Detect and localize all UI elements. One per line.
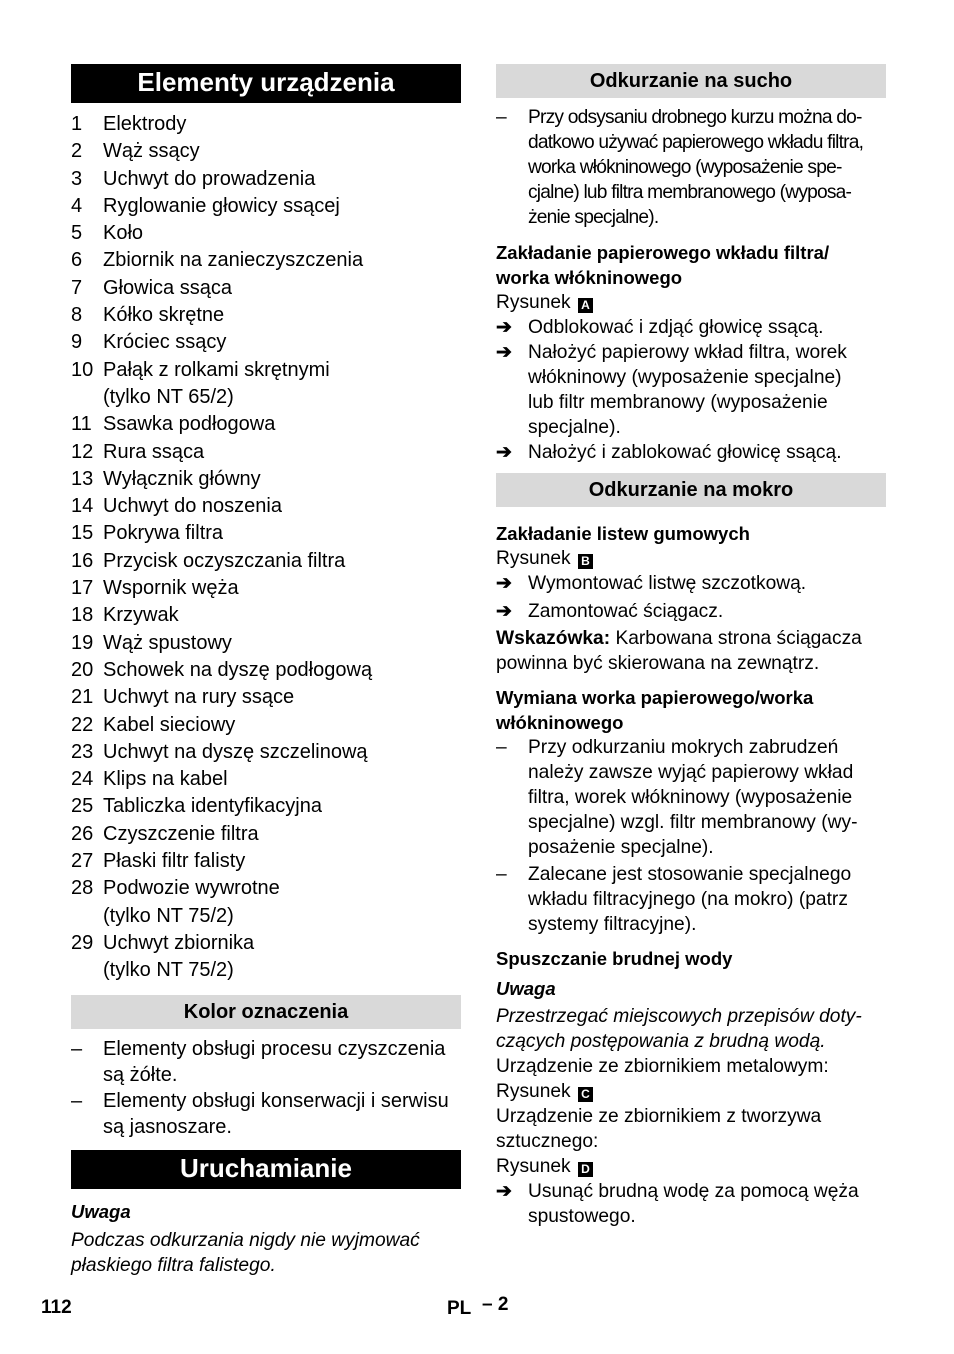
item-number: 8: [71, 304, 83, 327]
item-number: 25: [71, 795, 94, 818]
subheading-bag-replacement: Wymiana worka papierowego/worka włókninowego: [496, 687, 814, 733]
arrow-icon: ➔: [496, 573, 513, 594]
figure-letter-c: C: [578, 1087, 593, 1102]
section-title-startup: Uruchamianie: [71, 1150, 461, 1189]
item-number: 22: [71, 713, 94, 736]
dash-bullet: –: [496, 737, 507, 758]
color-item-2-line2: są jasnoszare.: [103, 1115, 232, 1138]
arrow-icon: ➔: [496, 1181, 513, 1202]
item-text: Kółko skrętne: [103, 304, 225, 327]
figure-letter-d: D: [578, 1162, 593, 1177]
list-item: [71, 439, 461, 466]
section-title-color-coding: Kolor oznaczenia: [71, 995, 461, 1029]
item-text: Wyłącznik główny: [103, 467, 261, 490]
item-number: [71, 384, 103, 411]
step: ➔ Odblokować i zdjąć głowicę ssącą.: [496, 317, 824, 338]
item-text: Podwozie wywrotne: [103, 877, 280, 900]
item-text: (tylko NT 65/2): [103, 385, 234, 408]
note-text: Podczas odkurzania nigdy nie wyjmować płaskiego filtra falistego.: [71, 1229, 420, 1276]
item-text: Pałąk z rolkami skrętnymi: [103, 358, 330, 381]
item-number: 16: [71, 549, 94, 572]
item-number: 23: [71, 740, 94, 763]
item-text: Uchwyt do prowadzenia: [103, 167, 316, 190]
item-number: 5: [71, 222, 83, 245]
color-coding-list: [71, 1036, 461, 1140]
item-text: Ryglowanie głowicy ssącej: [103, 194, 340, 217]
item-number: 18: [71, 604, 94, 627]
item-text: Kabel sieciowy: [103, 713, 236, 736]
dash-bullet: –: [71, 1089, 83, 1112]
figure-ref-a: Rysunek A: [496, 290, 886, 315]
color-item-1-line2: są żółte.: [103, 1063, 178, 1086]
item-number: 10: [71, 358, 94, 381]
list-item: [71, 138, 461, 165]
list-item: [71, 220, 461, 247]
item-text: Uchwyt na rury ssące: [103, 686, 295, 709]
item-number: 19: [71, 631, 94, 654]
dry-note: – Przy odsysaniu drobnego kurzu można do- datkowo używać papierowego wkładu filtra, worka włókninowego (wyposażenie spe- cjalne) lub filtra membranowego (wyposa- żenie specjalne).: [496, 107, 864, 228]
subheading-drain-water: Spuszczanie brudnej wody: [496, 948, 733, 969]
hint-paragraph: Wskazówka: Karbowana strona ściągacza powinna być skierowana na zewnątrz.: [496, 628, 862, 674]
item-number: 9: [71, 331, 83, 354]
item-text: Wspornik węża: [103, 577, 239, 600]
list-item: [71, 602, 461, 629]
item-text: Uchwyt na dyszę szczelinową: [103, 740, 368, 763]
list-item: [71, 111, 461, 138]
list-item: – Zalecane jest stosowanie specjalnego wkładu filtracyjnego (na mokro) (patrz systemy filtracyjne).: [496, 864, 852, 935]
item-number: 26: [71, 822, 94, 845]
list-item: [71, 903, 461, 930]
arrow-icon: ➔: [496, 317, 513, 338]
item-text: Wąż ssący: [103, 140, 200, 163]
item-number: 11: [71, 413, 92, 436]
step: ➔ Zamontować ściągacz.: [496, 601, 724, 622]
list-item: [71, 1088, 461, 1140]
list-item: [71, 247, 461, 274]
list-item: [71, 548, 461, 575]
item-text: Krzywak: [103, 604, 179, 627]
item-number: 4: [71, 194, 83, 217]
item-text: Czyszczenie filtra: [103, 822, 259, 845]
item-number: 20: [71, 658, 94, 681]
hint-label: Wskazówka:: [496, 628, 611, 649]
list-item: [71, 848, 461, 875]
figure-ref-c: Rysunek C: [496, 1079, 886, 1104]
item-text: Klips na kabel: [103, 768, 228, 791]
drain-note-text: Przestrzegać miejscowych przepisów doty- czących postępowania z brudną wodą.: [496, 1006, 862, 1052]
step: ➔ Nałożyć i zablokować głowicę ssącą.: [496, 442, 842, 463]
list-item: [71, 875, 461, 902]
item-number: [71, 903, 103, 930]
note-label: Uwaga: [71, 1200, 131, 1222]
item-number: 15: [71, 522, 94, 545]
item-number: 1: [71, 113, 83, 135]
list-item: [71, 575, 461, 602]
item-text: Głowica ssąca: [103, 276, 232, 299]
item-text: Pokrywa filtra: [103, 522, 224, 545]
item-text: Zbiornik na zanieczyszczenia: [103, 249, 364, 272]
item-text: (tylko NT 75/2): [103, 904, 234, 927]
item-text: Elektrody: [103, 113, 187, 135]
list-item: [71, 630, 461, 657]
item-text: Króciec ssący: [103, 331, 227, 354]
item-text: Uchwyt do noszenia: [103, 495, 282, 518]
step: ➔ Nałożyć papierowy wkład filtra, worek włókninowy (wyposażenie specjalne) lub filtr membranowy (wyposażenie specjalne).: [496, 342, 847, 438]
figure-letter-a: A: [578, 298, 593, 313]
drain-note-label: Uwaga: [496, 978, 556, 999]
list-item: [71, 275, 461, 302]
item-number: 27: [71, 850, 94, 873]
color-item-2-line1: Elementy obsługi konserwacji i serwisu: [103, 1089, 449, 1112]
figure-letter-b: B: [578, 554, 593, 569]
item-text: Przycisk oczyszczania filtra: [103, 549, 346, 572]
item-number: 28: [71, 877, 94, 900]
item-number: 24: [71, 768, 94, 791]
list-item: [71, 357, 461, 384]
section-title-wet-vacuuming: Odkurzanie na mokro: [496, 473, 886, 507]
step: ➔ Wymontować listwę szczotkową.: [496, 573, 807, 594]
item-text: Płaski filtr falisty: [103, 850, 246, 873]
left-column: [71, 64, 461, 1278]
list-item: [71, 329, 461, 356]
list-item: [71, 930, 461, 957]
list-item: [71, 411, 461, 438]
list-item: [71, 821, 461, 848]
arrow-icon: ➔: [496, 601, 513, 622]
item-text: Rura ssąca: [103, 440, 205, 463]
color-item-1-line1: Elementy obsługi procesu czyszczenia: [103, 1037, 446, 1060]
list-item: [71, 766, 461, 793]
item-number: 3: [71, 167, 83, 190]
list-item: [71, 493, 461, 520]
item-text: Wąż spustowy: [103, 631, 232, 654]
arrow-icon: ➔: [496, 342, 513, 363]
list-item: – Przy odkurzaniu mokrych zabrudzeń należy zawsze wyjąć papierowy wkład filtra, worek włókninowy (wyposażenie specjalne) wzgl. filtr membranowy (wy- posażenie specjalne).: [496, 737, 858, 858]
section-title-device-elements: Elementy urządzenia: [71, 64, 461, 103]
metal-tank-text: Urządzenie ze zbiornikiem metalowym:: [496, 1056, 829, 1077]
item-number: 17: [71, 577, 94, 600]
list-item: [71, 684, 461, 711]
item-number: 29: [71, 931, 94, 954]
section-title-dry-vacuuming: Odkurzanie na sucho: [496, 64, 886, 98]
item-text: Schowek na dyszę podłogową: [103, 658, 373, 681]
list-item: [71, 302, 461, 329]
arrow-icon: ➔: [496, 442, 513, 463]
list-item: [71, 1036, 461, 1088]
item-number: 2: [71, 140, 83, 163]
dash-bullet: –: [496, 107, 506, 128]
language-code: PL: [447, 1298, 472, 1319]
list-item: [71, 957, 461, 984]
item-number: 6: [71, 249, 83, 272]
list-item: [71, 793, 461, 820]
item-number: [71, 957, 103, 984]
step: ➔ Usunąć brudną wodę za pomocą węża spustowego.: [496, 1181, 859, 1227]
item-text: Koło: [103, 222, 144, 245]
item-text: (tylko NT 75/2): [103, 959, 234, 982]
item-number: 21: [71, 686, 94, 709]
section-page: – 2: [482, 1294, 509, 1315]
plastic-tank-text: Urządzenie ze zbiornikiem z tworzywa sztucznego:: [496, 1106, 822, 1152]
dash-bullet: –: [71, 1037, 83, 1060]
item-number: 7: [71, 276, 83, 299]
list-item: [71, 739, 461, 766]
figure-ref-b: Rysunek B: [496, 546, 886, 571]
page-number: 112: [41, 1297, 72, 1318]
item-text: Ssawka podłogowa: [103, 413, 276, 436]
item-number: 14: [71, 495, 94, 518]
list-item: [71, 384, 461, 411]
item-text: Uchwyt zbiornika: [103, 931, 255, 954]
list-item: [71, 166, 461, 193]
item-number: 12: [71, 440, 94, 463]
list-item: [71, 712, 461, 739]
list-item: [71, 520, 461, 547]
device-elements-list: [71, 111, 461, 985]
figure-ref-d: Rysunek D: [496, 1154, 886, 1179]
subheading-paper-filter: Zakładanie papierowego wkładu filtra/ worka włókninowego: [496, 242, 830, 288]
dash-bullet: –: [496, 864, 507, 885]
list-item: [71, 466, 461, 493]
subheading-rubber-strips: Zakładanie listew gumowych: [496, 523, 750, 544]
list-item: [71, 193, 461, 220]
right-column: [496, 64, 886, 1229]
item-text: Tabliczka identyfikacyjna: [103, 795, 322, 818]
item-number: 13: [71, 467, 94, 490]
list-item: [71, 657, 461, 684]
